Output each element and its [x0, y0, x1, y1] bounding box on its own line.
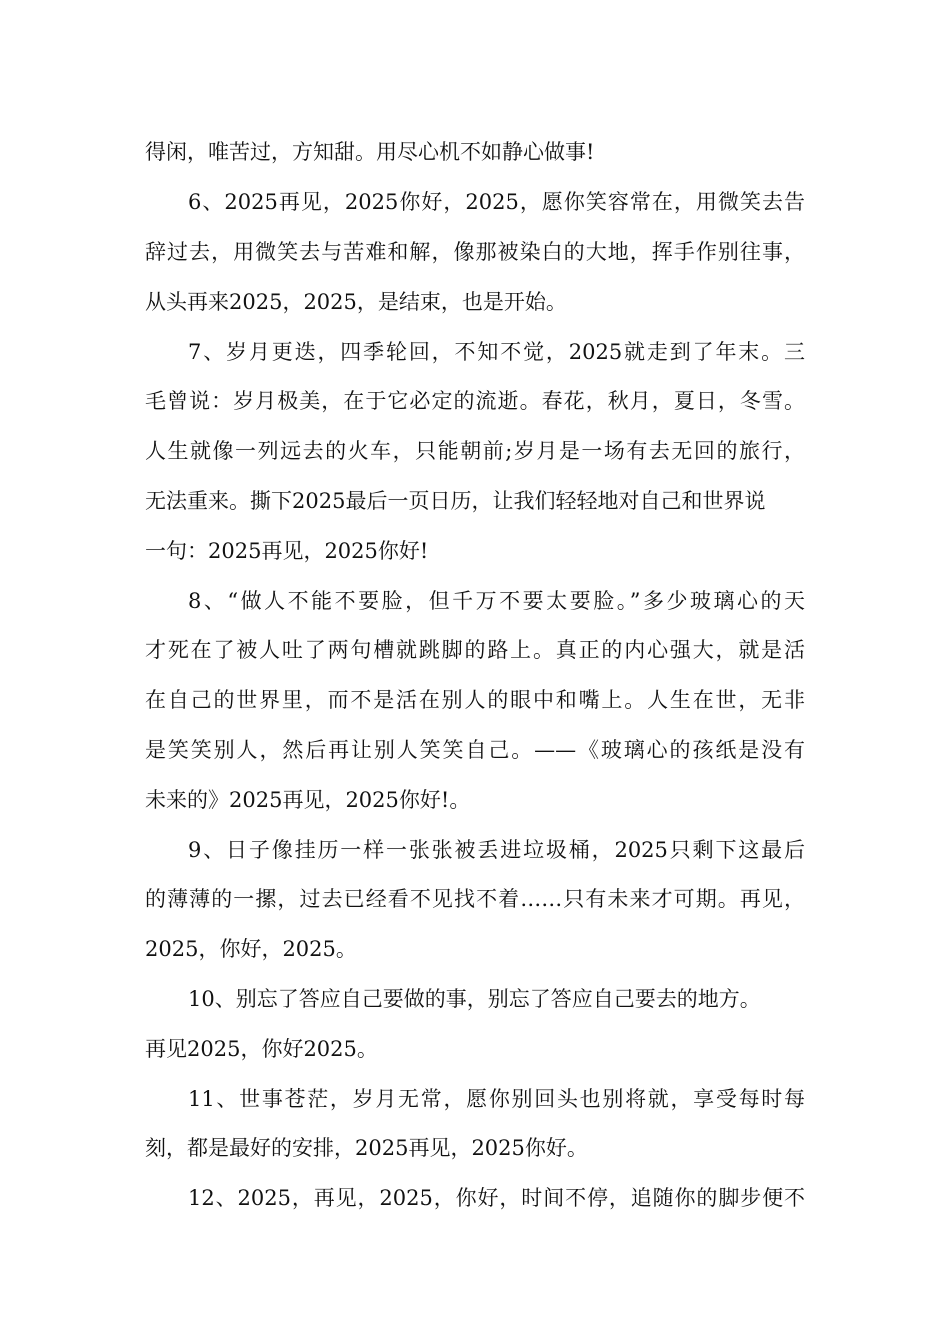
- text-line: 2025，你好，2025。: [145, 937, 357, 961]
- text-line: 在自己的世界里，而不是活在别人的眼中和嘴上。人生在世，无非: [145, 688, 805, 712]
- text-line: 毛曾说：岁月极美，在于它必定的流逝。春花，秋月，夏日，冬雪。: [145, 389, 805, 413]
- item-9-line: 9、日子像挂历一样一张张被丢进垃圾桶，2025只剩下这最后: [188, 838, 805, 862]
- text-line: 无法重来。撕下2025最后一页日历，让我们轻轻地对自己和世界说: [145, 489, 766, 513]
- text-line: 刻，都是最好的安排，2025再见，2025你好。: [145, 1136, 588, 1160]
- item-6-line: 6、2025再见，2025你好，2025，愿你笑容常在，用微笑去告: [188, 190, 805, 214]
- text-line: 辞过去，用微笑去与苦难和解，像那被染白的大地，挥手作别往事，: [145, 240, 805, 264]
- text-line: 未来的》2025再见，2025你好!。: [145, 788, 471, 812]
- text-line: 得闲，唯苦过，方知甜。用尽心机不如静心做事!: [145, 140, 595, 164]
- item-12-line: 12、2025，再见，2025，你好，时间不停，追随你的脚步便不: [188, 1186, 805, 1210]
- text-line: 从头再来2025，2025，是结束，也是开始。: [145, 290, 567, 314]
- item-10-line: 10、别忘了答应自己要做的事，别忘了答应自己要去的地方。: [188, 987, 761, 1011]
- text-line: 是笑笑别人，然后再让别人笑笑自己。——《玻璃心的孩纸是没有: [145, 738, 805, 762]
- item-11-line: 11、世事苍茫，岁月无常，愿你别回头也别将就，享受每时每: [188, 1087, 805, 1111]
- item-7-line: 7、岁月更迭，四季轮回，不知不觉，2025就走到了年末。三: [188, 340, 805, 364]
- text-line: 一句：2025再见，2025你好!: [145, 539, 429, 563]
- text-line: 人生就像一列远去的火车，只能朝前;岁月是一场有去无回的旅行，: [145, 439, 805, 463]
- text-line: 才死在了被人吐了两句槽就跳脚的路上。真正的内心强大，就是活: [145, 638, 805, 662]
- text-line: 再见2025，你好2025。: [145, 1037, 378, 1061]
- item-8-line: 8、“做人不能不要脸，但千万不要太要脸。”多少玻璃心的天: [188, 589, 805, 613]
- text-line: 的薄薄的一摞，过去已经看不见找不着……只有未来才可期。再见，: [145, 887, 805, 911]
